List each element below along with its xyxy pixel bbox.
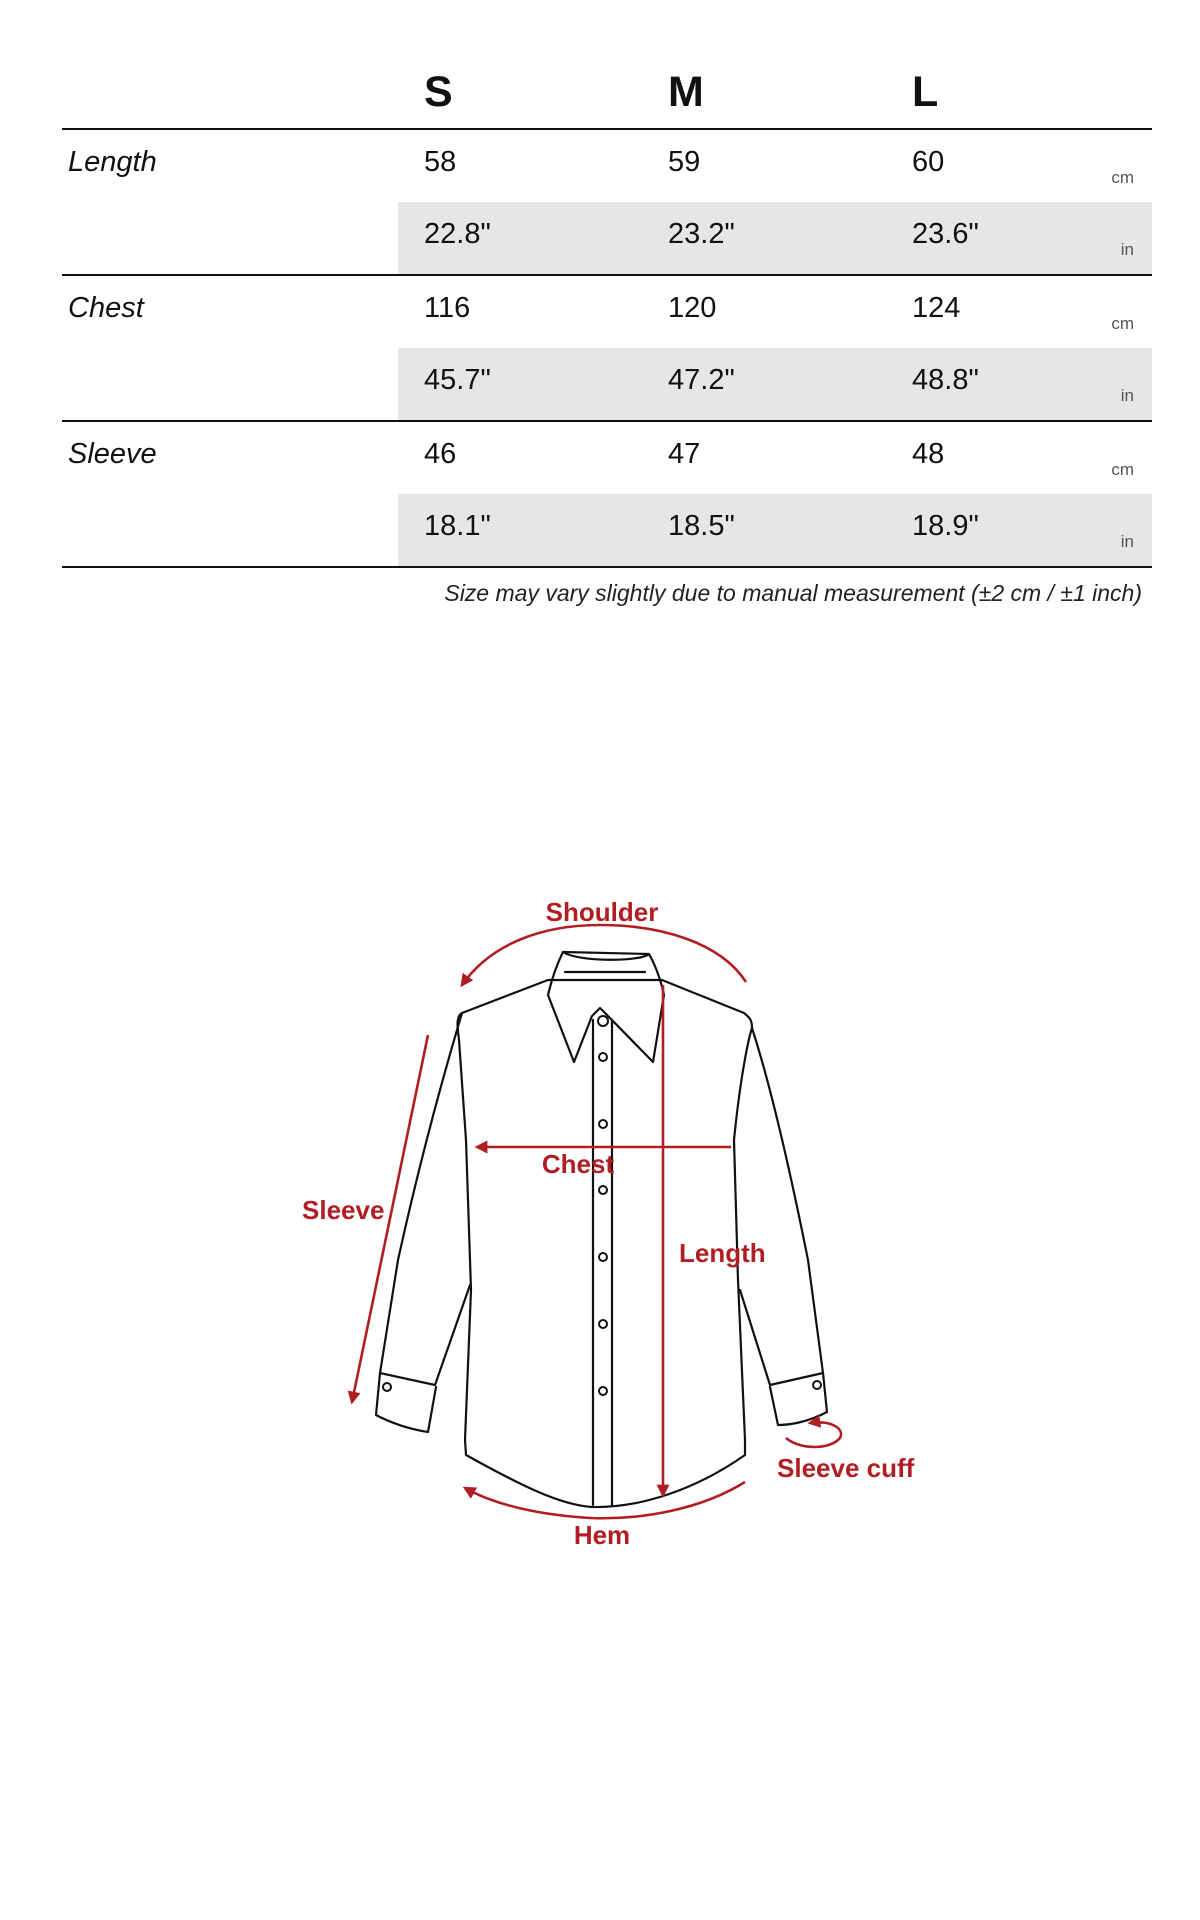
length-l-cm: 60 [912,146,945,178]
size-m-header: M [668,68,704,116]
chest-label: Chest [68,292,144,324]
cuff-button [813,1381,821,1389]
length-label: Length [68,146,157,178]
sleeve-row-group [62,422,1152,568]
button [599,1320,607,1328]
shoulder-label: Shoulder [545,897,659,927]
cm-unit: cm [1111,460,1134,479]
length-row-group [62,130,1152,276]
chest-m-in: 47.2" [668,364,735,396]
sleeve-l-in: 18.9" [912,510,979,542]
length-label-diagram: Length [679,1238,766,1268]
chest-l-in: 48.8" [912,364,979,396]
shirt-measurement-diagram [0,880,1200,1600]
cuff-button [383,1383,391,1391]
length-s-cm: 58 [424,146,457,178]
chest-s-cm: 116 [424,292,471,324]
chest-in-row [398,348,1152,420]
sleeve-label-diagram: Sleeve [302,1195,385,1225]
right-sleeve-outline [740,1028,823,1385]
sleeve-m-cm: 47 [668,438,701,470]
shoulder-arrow [462,925,746,985]
size-l-header: L [912,68,939,116]
size-s-header: S [424,68,453,116]
sleeve-l-cm: 48 [912,438,945,470]
chest-row-group [62,276,1152,422]
hem-label: Hem [573,1520,631,1550]
length-cm-row [398,130,1152,204]
measurement-note: Size may vary slightly due to manual measurement (±2 cm / ±1 inch) [444,580,1142,606]
chest-m-cm: 120 [668,292,717,324]
length-l-in: 23.6" [912,218,979,250]
in-unit: in [1120,532,1134,551]
sleeve-m-in: 18.5" [668,510,735,542]
button [599,1186,607,1194]
button [599,1120,607,1128]
size-header-row [62,50,1152,130]
sleeve-label: Sleeve [68,438,157,470]
chest-s-in: 45.7" [424,364,491,396]
length-s-in: 22.8" [424,218,491,250]
in-unit: in [1120,386,1134,405]
sleeve-s-in: 18.1" [424,510,491,542]
chest-cm-row [398,276,1152,350]
button [599,1053,607,1061]
button [599,1253,607,1261]
chest-l-cm: 124 [912,292,961,324]
cm-unit: cm [1111,168,1134,187]
sleeve-s-cm: 46 [424,438,457,470]
collar [548,952,664,1062]
length-m-cm: 59 [668,146,701,178]
sleeve-cuff-label: Sleeve cuff [777,1453,915,1483]
sleeve-cm-row [398,422,1152,496]
length-in-row [398,202,1152,274]
button [599,1387,607,1395]
hem-arrow [465,1482,745,1518]
sleeve-cuff-arrow [786,1422,841,1447]
size-table [62,50,1152,568]
sleeve-in-row [398,494,1152,566]
chest-label-diagram: Chest [541,1149,615,1179]
measurement-arrows [352,925,841,1518]
length-m-in: 23.2" [668,218,735,250]
button [598,1016,608,1026]
shirt-outline [376,952,827,1507]
cm-unit: cm [1111,314,1134,333]
left-cuff [376,1373,436,1432]
in-unit: in [1120,240,1134,259]
